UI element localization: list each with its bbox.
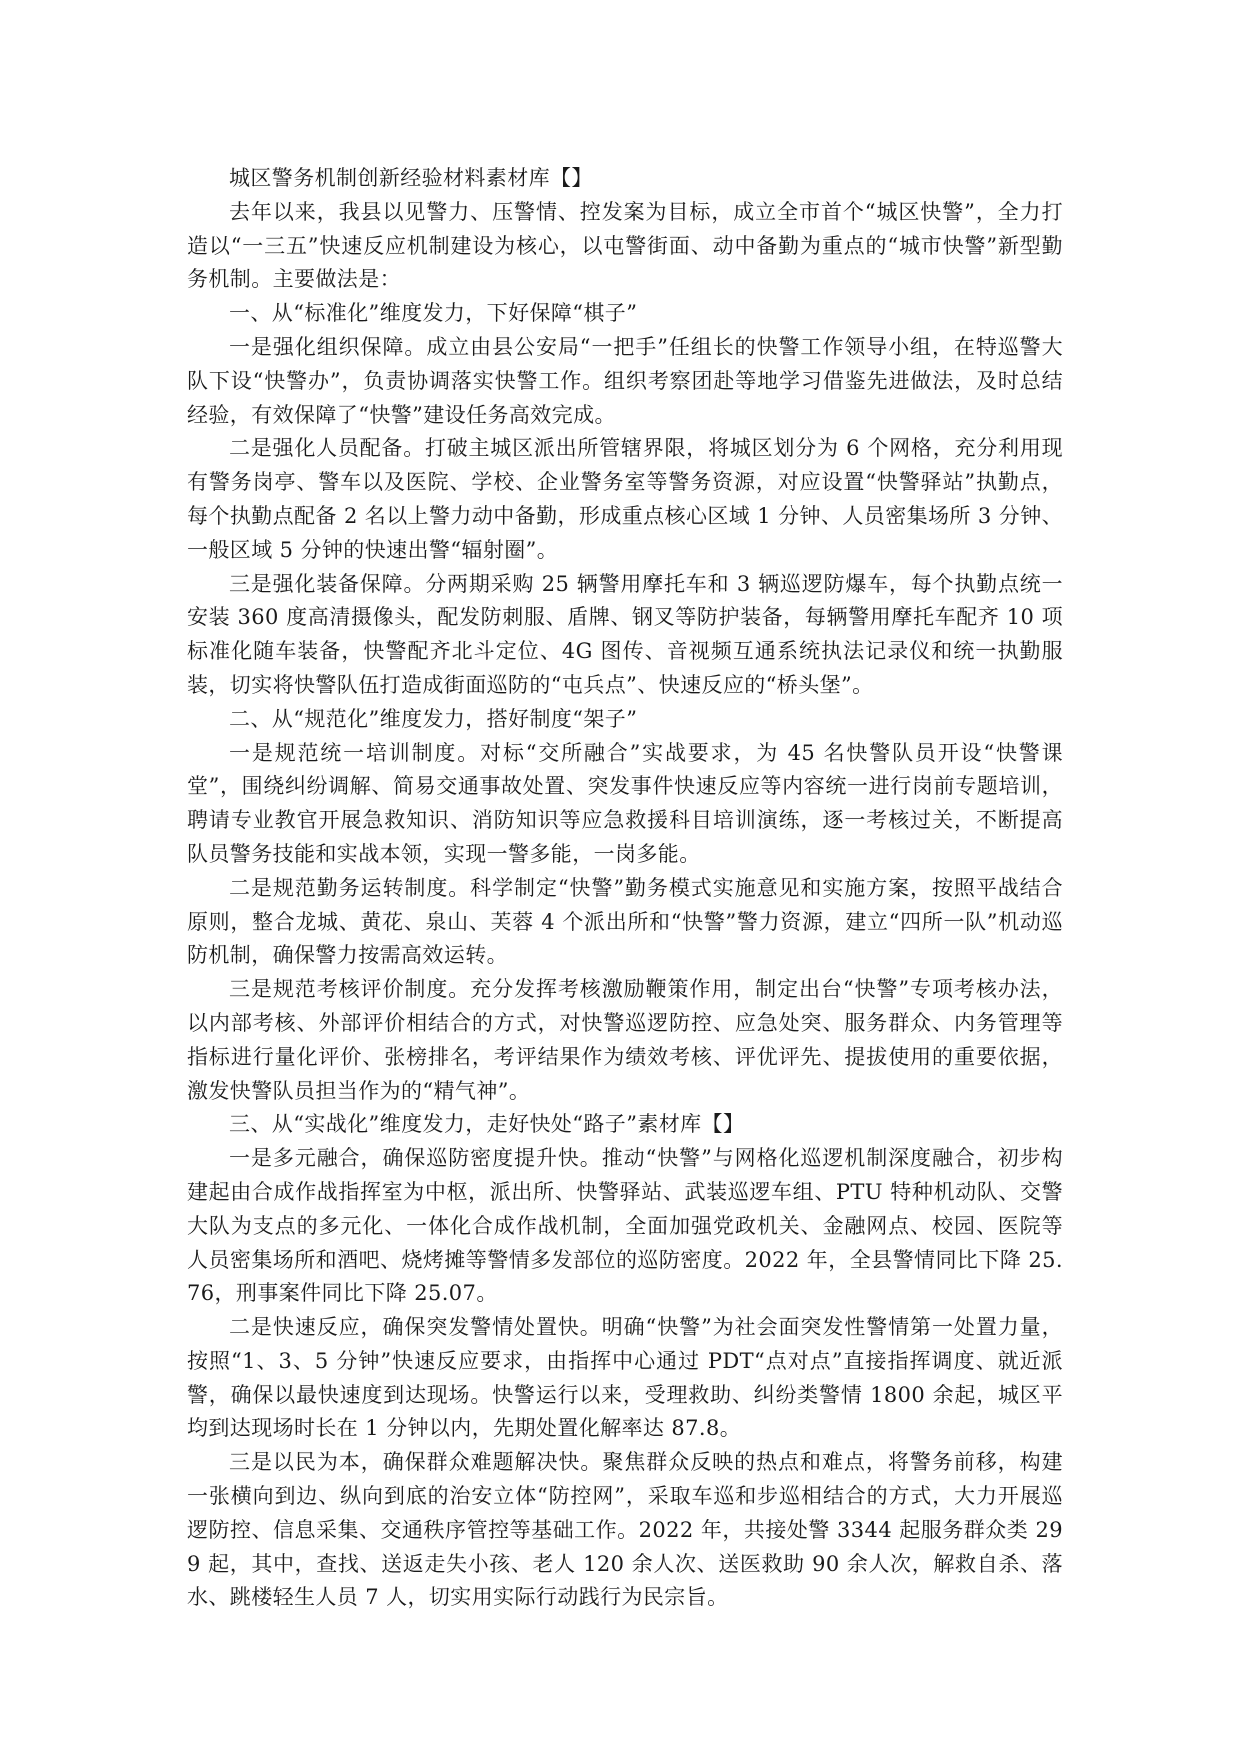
document-title: 城区警务机制创新经验材料素材库【】	[229, 166, 593, 190]
section-heading-3: 三、从“实战化”维度发力，走好快处“路子”素材库【】	[229, 1112, 745, 1137]
section-heading-2: 二、从“规范化”维度发力，搭好制度“架子”	[229, 706, 638, 731]
section-heading-1: 一、从“标准化”维度发力，下好保障“棋子”	[229, 301, 638, 326]
paragraph: 三是强化装备保障。分两期采购 25 辆警用摩托车和 3 辆巡逻防爆车，每个执勤点统一安装 360 度高清摄像头，配发防刺服、盾牌、钢叉等防护装备，每辆警用摩托车配齐 10 项标准化随车装备，快警配齐北斗定位、4G 图传、音视频互通系统执法记录仪和统一执勤服装，切实将快警队伍打造成街面巡防的“屯兵点”、快速反应的“桥头堡”。	[187, 571, 1063, 697]
paragraph: 三是规范考核评价制度。充分发挥考核激励鞭策作用，制定出台“快警”专项考核办法，以内部考核、外部评价相结合的方式，对快警巡逻防控、应急处突、服务群众、内务管理等指标进行量化评价、张榜排名，考评结果作为绩效考核、评优评先、提拔使用的重要依据，激发快警队员担当作为的“精气神”。	[187, 977, 1063, 1103]
intro-paragraph: 去年以来，我县以见警力、压警情、控发案为目标，成立全市首个“城区快警”，全力打造以“一三五”快速反应机制建设为核心，以屯警街面、动中备勤为重点的“城市快警”新型勤务机制。主要做法是：	[187, 199, 1063, 292]
document-body	[187, 162, 1063, 1615]
paragraph: 二是快速反应，确保突发警情处置快。明确“快警”为社会面突发性警情第一处置力量，按照“1、3、5 分钟”快速反应要求，由指挥中心通过 PDT“点对点”直接指挥调度、就近派警，确保以最快速度到达现场。快警运行以来，受理救助、纠纷类警情 1800 余起，城区平均到达现场时长在 1 分钟以内，先期处置化解率达 87.8。	[187, 1315, 1063, 1441]
paragraph: 二是强化人员配备。打破主城区派出所管辖界限，将城区划分为 6 个网格，充分利用现有警务岗亭、警车以及医院、学校、企业警务室等警务资源，对应设置“快警驿站”执勤点，每个执勤点配备 2 名以上警力动中备勤，形成重点核心区域 1 分钟、人员密集场所 3 分钟、一般区域 5 分钟的快速出警“辐射圈”。	[187, 436, 1063, 562]
paragraph: 一是强化组织保障。成立由县公安局“一把手”任组长的快警工作领导小组，在特巡警大队下设“快警办”，负责协调落实快警工作。组织考察团赴等地学习借鉴先进做法，及时总结经验，有效保障了“快警”建设任务高效完成。	[187, 334, 1063, 427]
paragraph: 二是规范勤务运转制度。科学制定“快警”勤务模式实施意见和实施方案，按照平战结合原则，整合龙城、黄花、泉山、芙蓉 4 个派出所和“快警”警力资源，建立“四所一队”机动巡防机制，确保警力按需高效运转。	[187, 875, 1063, 968]
paragraph: 一是规范统一培训制度。对标“交所融合”实战要求，为 45 名快警队员开设“快警课堂”，围绕纠纷调解、简易交通事故处置、突发事件快速反应等内容统一进行岗前专题培训，聘请专业教官开展急救知识、消防知识等应急救援科目培训演练，逐一考核过关，不断提高队员警务技能和实战本领，实现一警多能，一岗多能。	[187, 740, 1063, 866]
paragraph: 三是以民为本，确保群众难题解决快。聚焦群众反映的热点和难点，将警务前移，构建一张横向到边、纵向到底的治安立体“防控网”，采取车巡和步巡相结合的方式，大力开展巡逻防控、信息采集、交通秩序管控等基础工作。2022 年，共接处警 3344 起服务群众类 299 起，其中，查找、送返走失小孩、老人 120 余人次、送医救助 90 余人次，解救自杀、落水、跳楼轻生人员 7 人，切实用实际行动践行为民宗旨。	[187, 1450, 1063, 1610]
paragraph: 一是多元融合，确保巡防密度提升快。推动“快警”与网格化巡逻机制深度融合，初步构建起由合成作战指挥室为中枢，派出所、快警驿站、武装巡逻车组、PTU 特种机动队、交警大队为支点的多元化、一体化合成作战机制，全面加强党政机关、金融网点、校园、医院等人员密集场所和酒吧、烧烤摊等警情多发部位的巡防密度。2022 年，全县警情同比下降 25.76，刑事案件同比下降 25.07。	[187, 1146, 1063, 1306]
